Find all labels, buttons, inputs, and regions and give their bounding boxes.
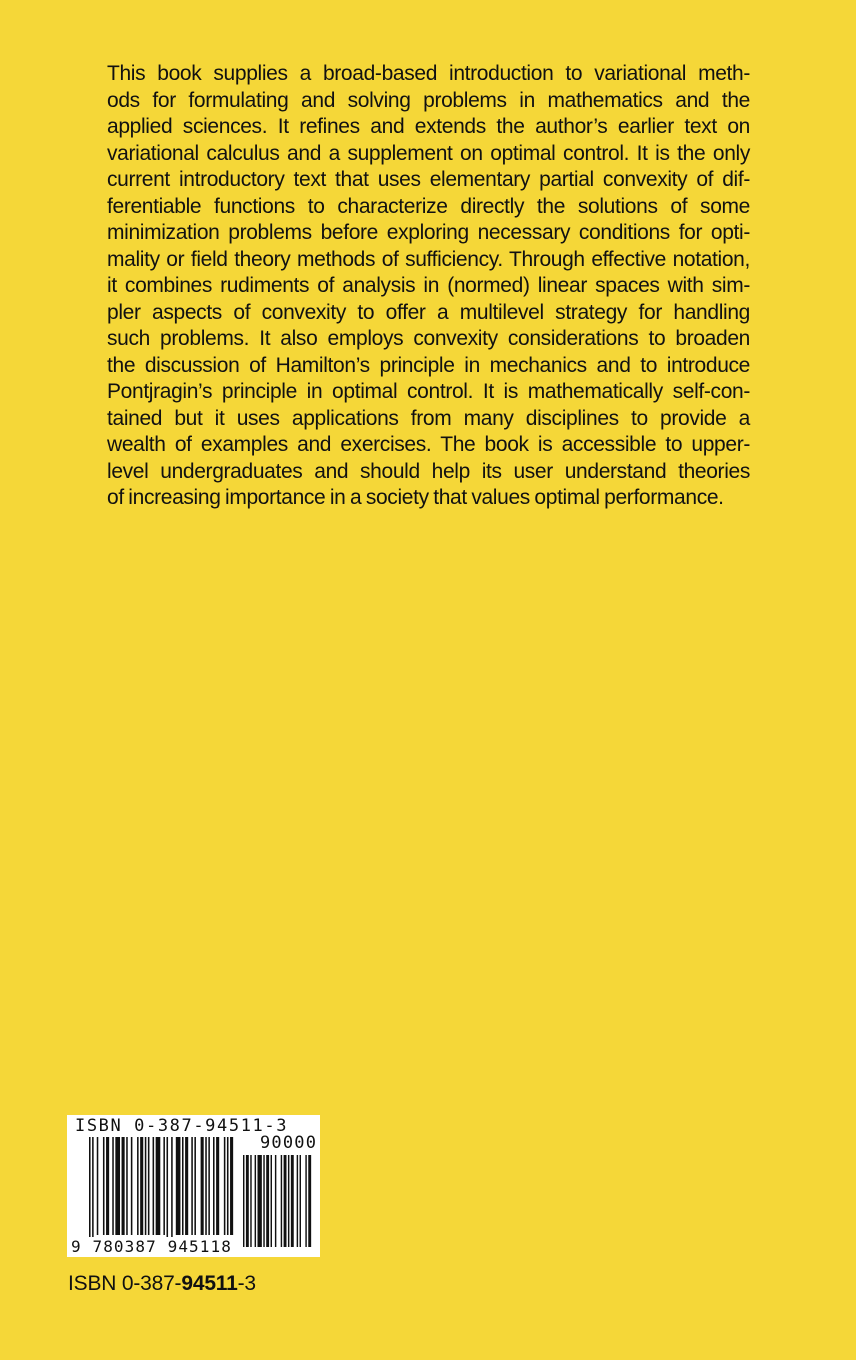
addon-bar (263, 1155, 264, 1247)
addon-bar (288, 1155, 289, 1247)
blurb-line: ods for formulating and solving problems in mathematics and the (107, 88, 750, 112)
blurb-line: it combines rudiments of analysis in (normed) linear spaces with sim- (107, 274, 750, 297)
barcode-bar (208, 1137, 210, 1235)
barcode-bar (145, 1137, 147, 1235)
blurb-line: ferentiable functions to characterize directly the solutions of some (107, 194, 750, 218)
back-cover-blurb (107, 61, 750, 512)
barcode-bar (176, 1137, 181, 1235)
blurb-line: tained but it uses applications from many disciplines to provide a (107, 406, 750, 430)
blurb-line: This book supplies a broad-based introduction to variational meth- (107, 62, 750, 85)
barcode-bar (126, 1137, 128, 1235)
blurb-line: applied sciences. It refines and extends the author’s earlier text on (107, 115, 750, 138)
isbn-footer-suffix: -3 (237, 1272, 256, 1295)
barcode-bar (227, 1137, 229, 1235)
barcode-bar (167, 1137, 169, 1243)
barcode-bar (224, 1137, 226, 1235)
isbn-footer-bold: 94511 (181, 1272, 238, 1295)
barcode-bar (205, 1137, 207, 1235)
barcode-bar (163, 1137, 165, 1235)
addon-bar (275, 1155, 276, 1247)
addon-bar (305, 1155, 306, 1247)
barcode-bar (140, 1137, 143, 1235)
barcode-ean-digits: 9 780387 945118 (71, 1237, 232, 1256)
barcode-bar (112, 1137, 114, 1235)
barcode-bar (106, 1137, 109, 1235)
blurb-line: Pontjragin’s principle in optimal control. It is mathematically self-con- (107, 380, 750, 403)
isbn-footer-prefix: ISBN 0-387- (68, 1272, 182, 1295)
addon-bar (271, 1155, 272, 1247)
blurb-line: variational calculus and a supplement on optimal control. It is the only (107, 141, 750, 165)
addon-bar (297, 1155, 298, 1247)
barcode-bar (148, 1137, 150, 1235)
barcode-bar (201, 1137, 204, 1235)
addon-bar (255, 1155, 256, 1247)
blurb-line: the discussion of Hamilton’s principle in mechanics and to introduce (107, 353, 750, 377)
barcode-bar (194, 1137, 196, 1235)
barcode-bar (103, 1137, 105, 1235)
barcode-bar (213, 1137, 215, 1235)
barcode-bar (115, 1137, 120, 1235)
blurb-line: mality or field theory methods of sufficiency. Through effective notation, (107, 247, 750, 271)
barcode-bar (216, 1137, 219, 1235)
blurb-line: level undergraduates and should help its user understand theories (107, 459, 750, 483)
addon-bar (291, 1155, 294, 1247)
blurb-line: wealth of examples and exercises. The book is accessible to upper- (107, 433, 750, 456)
addon-bar (300, 1155, 301, 1247)
barcode-bar (153, 1137, 155, 1235)
barcode-bar (92, 1137, 94, 1243)
blurb-line: minimization problems before exploring necessary conditions for opti- (107, 221, 750, 244)
blurb-line: of increasing importance in a society that values optimal performance. (107, 486, 724, 509)
barcode-bar (122, 1137, 125, 1235)
addon-bar (284, 1155, 287, 1247)
barcode-bar (131, 1137, 133, 1235)
addon-bar (243, 1155, 244, 1247)
addon-bar (308, 1155, 311, 1247)
addon-bar (281, 1155, 282, 1247)
addon-bar (266, 1155, 269, 1247)
addon-bar (250, 1155, 251, 1247)
barcode-bar (230, 1137, 233, 1235)
barcode-bar (182, 1137, 184, 1235)
barcode-bar (171, 1137, 173, 1243)
barcode-isbn-label: ISBN 0-387-94511-3 (75, 1116, 289, 1136)
addon-bar (246, 1155, 249, 1247)
barcode-bar (97, 1137, 99, 1235)
barcode-bar (156, 1137, 161, 1235)
barcode-bar (185, 1137, 188, 1235)
blurb-line: pler aspects of convexity to offer a multilevel strategy for handling (107, 300, 750, 324)
barcode-price-code: 90000 (260, 1133, 318, 1153)
blurb-line: current introductory text that uses elementary partial convexity of dif- (107, 168, 750, 191)
isbn-footer (68, 1272, 256, 1296)
barcode-block (67, 1115, 320, 1257)
barcode-bar (137, 1137, 139, 1235)
blurb-line: such problems. It also employs convexity considerations to broaden (107, 327, 750, 350)
barcode-bar (191, 1137, 193, 1235)
addon-bar (258, 1155, 262, 1247)
barcode-bar (89, 1137, 91, 1243)
